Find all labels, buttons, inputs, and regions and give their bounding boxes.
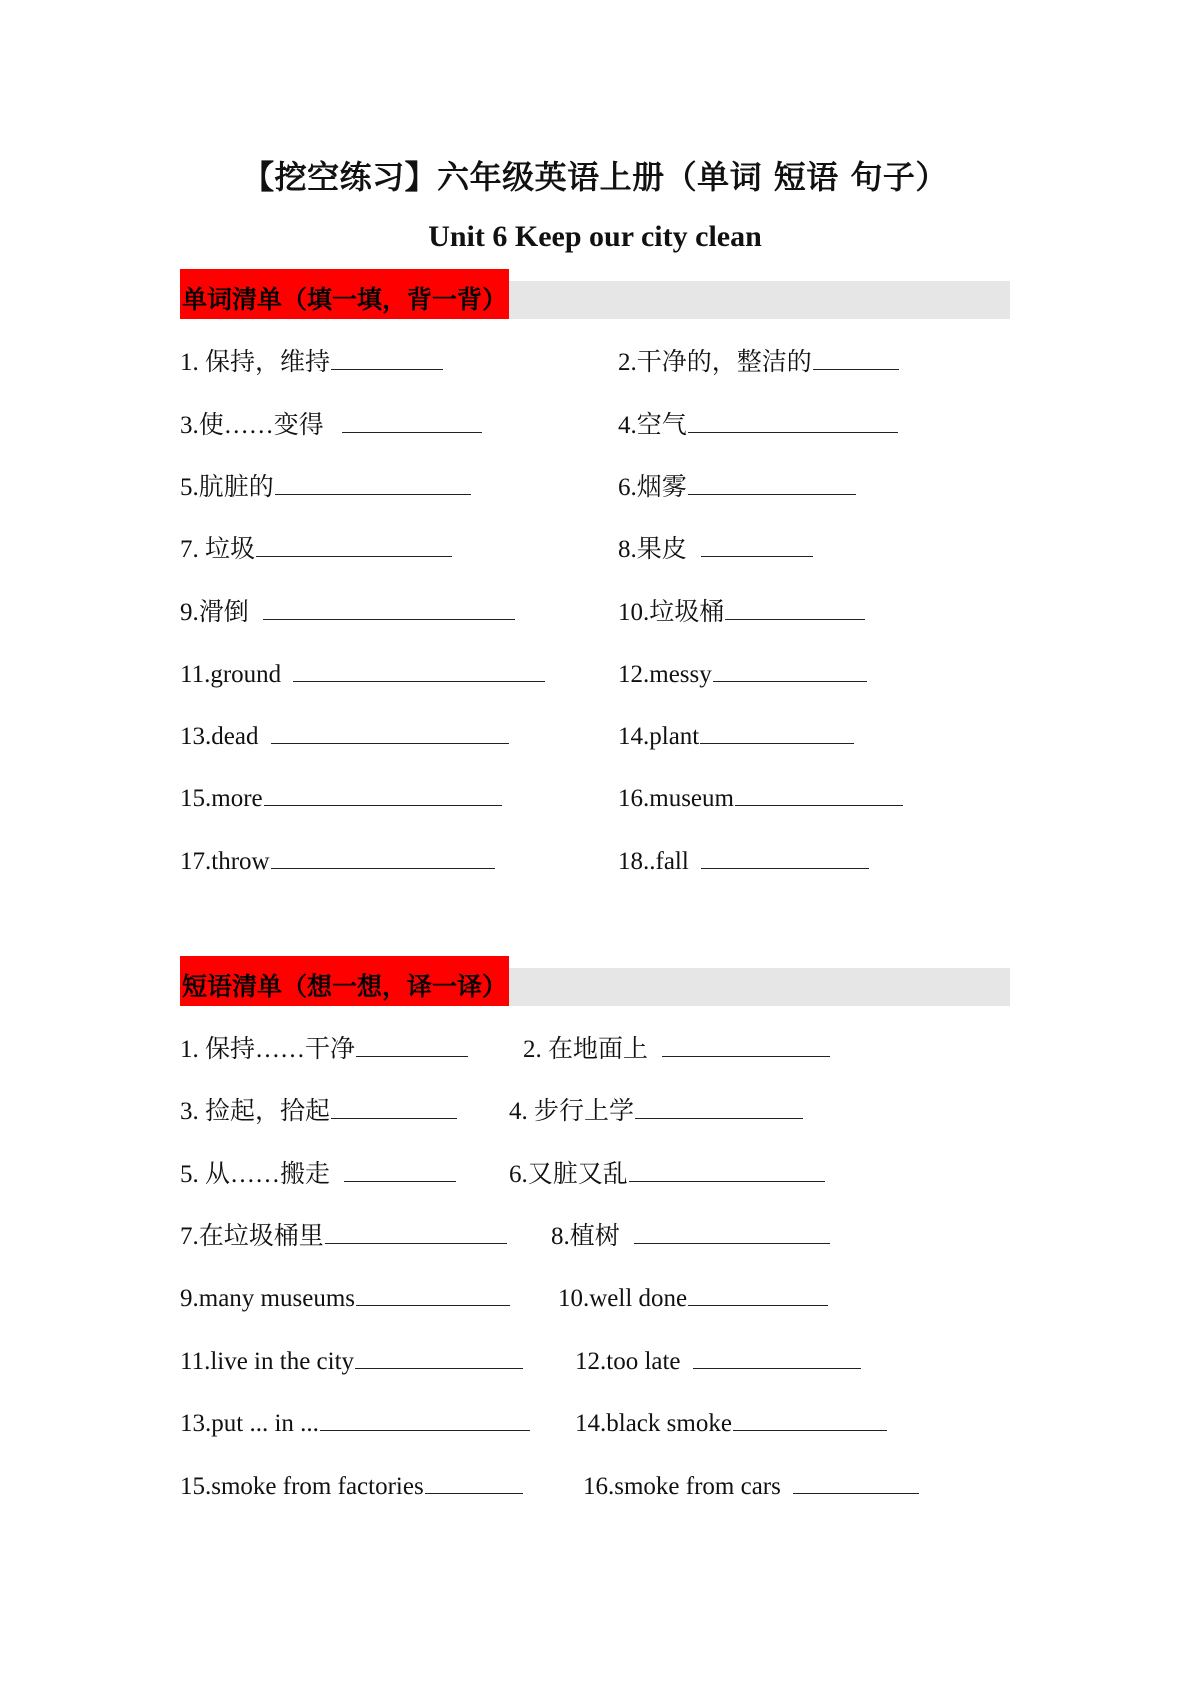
answer-blank[interactable] bbox=[264, 779, 502, 806]
phrase-item-10: 10.well done bbox=[558, 1279, 828, 1317]
phrases-section-label: 短语清单（想一想，译一译） bbox=[180, 956, 509, 1006]
page-title: 【挖空练习】六年级英语上册（单词 短语 句子） bbox=[242, 158, 948, 196]
answer-blank[interactable] bbox=[700, 717, 854, 744]
word-item-12: 12.messy bbox=[618, 655, 867, 693]
word-item-13: 13.dead bbox=[180, 717, 509, 755]
word-item-1: 1. 保持，维持 bbox=[180, 343, 443, 381]
answer-blank[interactable] bbox=[713, 655, 867, 682]
answer-blank[interactable] bbox=[662, 1030, 830, 1057]
phrase-item-5: 5. 从……搬走 bbox=[180, 1155, 456, 1193]
answer-blank[interactable] bbox=[701, 530, 813, 557]
phrase-item-8: 8.植树 bbox=[551, 1217, 830, 1255]
answer-blank[interactable] bbox=[688, 468, 856, 495]
phrase-item-15: 15.smoke from factories bbox=[180, 1467, 523, 1505]
word-item-4: 4.空气 bbox=[618, 406, 898, 444]
answer-blank[interactable] bbox=[356, 1279, 510, 1306]
word-item-18: 18..fall bbox=[618, 842, 869, 880]
answer-blank[interactable] bbox=[320, 1404, 530, 1431]
answer-blank[interactable] bbox=[813, 343, 899, 370]
answer-blank[interactable] bbox=[793, 1467, 919, 1494]
word-item-7: 7. 垃圾 bbox=[180, 530, 452, 568]
phrase-item-14: 14.black smoke bbox=[575, 1404, 887, 1442]
answer-blank[interactable] bbox=[701, 842, 869, 869]
phrase-item-9: 9.many museums bbox=[180, 1279, 510, 1317]
word-item-15: 15.more bbox=[180, 779, 502, 817]
answer-blank[interactable] bbox=[293, 655, 545, 682]
words-section-bar bbox=[180, 281, 1010, 319]
answer-blank[interactable] bbox=[425, 1467, 523, 1494]
answer-blank[interactable] bbox=[342, 406, 482, 433]
word-item-10: 10.垃圾桶 bbox=[618, 593, 865, 631]
answer-blank[interactable] bbox=[271, 842, 495, 869]
answer-blank[interactable] bbox=[688, 406, 898, 433]
answer-blank[interactable] bbox=[356, 1030, 468, 1057]
answer-blank[interactable] bbox=[256, 530, 452, 557]
word-item-8: 8.果皮 bbox=[618, 530, 813, 568]
phrase-item-12: 12.too late bbox=[575, 1342, 861, 1380]
answer-blank[interactable] bbox=[325, 1217, 507, 1244]
answer-blank[interactable] bbox=[344, 1155, 456, 1182]
word-item-16: 16.museum bbox=[618, 779, 903, 817]
unit-subtitle: Unit 6 Keep our city clean bbox=[428, 220, 762, 253]
phrase-item-13: 13.put ... in ... bbox=[180, 1404, 530, 1442]
word-item-11: 11.ground bbox=[180, 655, 545, 693]
phrase-item-11: 11.live in the city bbox=[180, 1342, 523, 1380]
phrase-item-3: 3. 捡起，拾起 bbox=[180, 1092, 457, 1130]
phrase-item-6: 6.又脏又乱 bbox=[509, 1155, 825, 1193]
word-item-9: 9.滑倒 bbox=[180, 593, 515, 631]
answer-blank[interactable] bbox=[331, 1092, 457, 1119]
answer-blank[interactable] bbox=[634, 1217, 830, 1244]
word-item-17: 17.throw bbox=[180, 842, 495, 880]
phrase-item-16: 16.smoke from cars bbox=[583, 1467, 919, 1505]
words-section-label: 单词清单（填一填，背一背） bbox=[180, 269, 509, 319]
answer-blank[interactable] bbox=[275, 468, 471, 495]
word-item-14: 14.plant bbox=[618, 717, 854, 755]
answer-blank[interactable] bbox=[733, 1404, 887, 1431]
answer-blank[interactable] bbox=[725, 593, 865, 620]
answer-blank[interactable] bbox=[271, 717, 509, 744]
answer-blank[interactable] bbox=[735, 779, 903, 806]
phrases-section-bar bbox=[180, 968, 1010, 1006]
phrase-item-1: 1. 保持……干净 bbox=[180, 1030, 468, 1068]
word-item-3: 3.使……变得 bbox=[180, 406, 482, 444]
word-item-5: 5.肮脏的 bbox=[180, 468, 471, 506]
answer-blank[interactable] bbox=[629, 1155, 825, 1182]
phrase-item-4: 4. 步行上学 bbox=[509, 1092, 803, 1130]
answer-blank[interactable] bbox=[635, 1092, 803, 1119]
answer-blank[interactable] bbox=[693, 1342, 861, 1369]
answer-blank[interactable] bbox=[355, 1342, 523, 1369]
word-item-2: 2.干净的，整洁的 bbox=[618, 343, 899, 381]
phrase-item-2: 2. 在地面上 bbox=[523, 1030, 830, 1068]
word-item-6: 6.烟雾 bbox=[618, 468, 856, 506]
answer-blank[interactable] bbox=[688, 1279, 828, 1306]
answer-blank[interactable] bbox=[331, 343, 443, 370]
phrase-item-7: 7.在垃圾桶里 bbox=[180, 1217, 507, 1255]
answer-blank[interactable] bbox=[263, 593, 515, 620]
